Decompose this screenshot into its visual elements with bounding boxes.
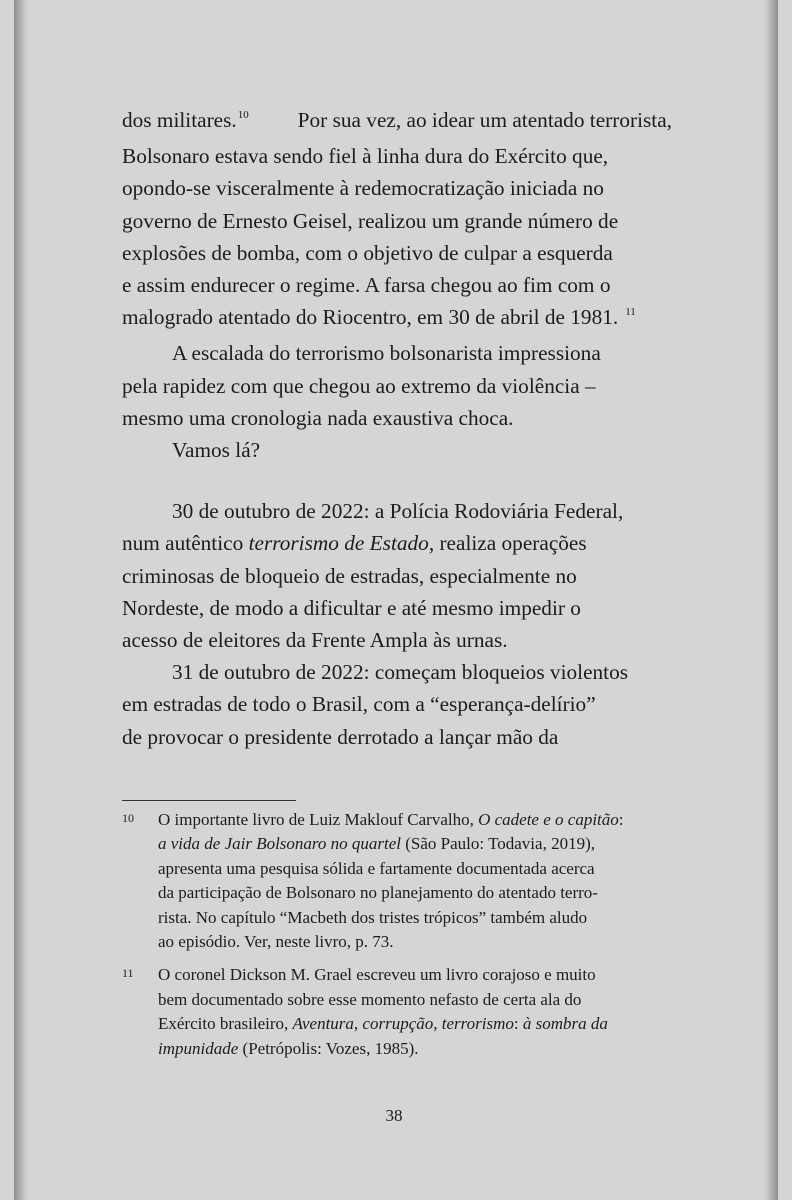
footnote-line: apresenta uma pesquisa sólida e fartamente documentada acerca bbox=[158, 858, 595, 878]
text-line: 31 de outubro de 2022: começam bloqueios violentos bbox=[172, 660, 629, 685]
text-line: explosões de bomba, com o objetivo de culpar a esquerda bbox=[122, 240, 613, 265]
text-line: e assim endurecer o regime. A farsa chegou ao fim com o bbox=[122, 273, 611, 298]
footnote-line: a vida de Jair Bolsonaro no quartel (São Paulo: Todavia, 2019), bbox=[158, 834, 595, 854]
text-line: mesmo uma cronologia nada exaustiva choca. bbox=[122, 405, 514, 430]
emphasis: O cadete e o capitão bbox=[478, 810, 619, 829]
emphasis: a vida de Jair Bolsonaro no quartel bbox=[158, 834, 402, 854]
emphasis: corrupção bbox=[362, 1014, 434, 1034]
footnote-ref-10[interactable]: 10 bbox=[237, 109, 249, 121]
text-line: dos militares.$^{10}$ Por sua vez, ao idear um atentado terrorista, bbox=[122, 108, 672, 132]
footnote-line: ao episódio. Ver, neste livro, p. 73. bbox=[158, 932, 394, 952]
footnote-line: da participação de Bolsonaro no planejamento do atentado terro- bbox=[158, 883, 598, 903]
emphasis: terrorismo de Estado bbox=[248, 531, 429, 556]
text-line: de provocar o presidente derrotado a lançar mão da bbox=[122, 724, 559, 749]
page-number: 38 bbox=[385, 1106, 403, 1125]
text-line: 30 de outubro de 2022: a Polícia Rodoviária Federal, bbox=[172, 499, 624, 524]
footnote-number: 11 bbox=[122, 966, 134, 981]
text-line: A escalada do terrorismo bolsonarista impressiona bbox=[172, 341, 601, 366]
footnote-ref-11[interactable]: 11 bbox=[625, 306, 636, 319]
footnote-11 bbox=[122, 963, 672, 1061]
text-line: opondo-se visceralmente à redemocratização iniciada no bbox=[122, 176, 604, 201]
page-left-edge bbox=[14, 0, 28, 1200]
footnotes bbox=[122, 808, 672, 1061]
page-right-edge bbox=[764, 0, 778, 1200]
book-page bbox=[14, 0, 778, 1200]
emphasis: à sombra da bbox=[522, 1014, 608, 1034]
section-gap bbox=[122, 466, 672, 495]
footnote-line: impunidade (Petrópolis: Vozes, 1985). bbox=[158, 1038, 419, 1058]
footnote-line: rista. No capítulo “Macbeth dos tristes trópicos” também aludo bbox=[158, 907, 588, 927]
footnote-number: 10 bbox=[122, 811, 134, 825]
footnote-separator bbox=[122, 800, 296, 801]
text-line: num autêntico terrorismo de Estado, realiza operações bbox=[122, 531, 587, 556]
main-text bbox=[122, 104, 672, 753]
footnote-10 bbox=[122, 808, 672, 954]
text-line: Vamos lá? bbox=[172, 438, 261, 463]
text-line: governo de Ernesto Geisel, realizou um grande número de bbox=[122, 208, 619, 233]
emphasis: impunidade bbox=[158, 1038, 239, 1058]
footnote-line: O coronel Dickson M. Grael escreveu um livro corajoso e muito bbox=[158, 965, 596, 985]
emphasis: Aventura bbox=[292, 1014, 354, 1034]
text-line: acesso de eleitores da Frente Ampla às urnas. bbox=[122, 628, 508, 653]
emphasis: terrorismo bbox=[441, 1014, 514, 1034]
text-line: Nordeste, de modo a dificultar e até mesmo impedir o bbox=[122, 595, 581, 620]
footnote-line: O importante livro de Luiz Maklouf Carvalho, O cadete e o capitão: bbox=[158, 810, 624, 829]
text-line: em estradas de todo o Brasil, com a “esperança-delírio” bbox=[122, 692, 596, 717]
footnote-line: bem documentado sobre esse momento nefasto de certa ala do bbox=[158, 989, 582, 1009]
footnote-line: Exército brasileiro, Aventura, corrupção, terrorismo: à sombra da bbox=[158, 1014, 608, 1034]
text-line: Bolsonaro estava sendo fiel à linha dura do Exército que, bbox=[122, 144, 609, 169]
text-line: pela rapidez com que chegou ao extremo da violência – bbox=[122, 373, 596, 398]
text-line: criminosas de bloqueio de estradas, especialmente no bbox=[122, 563, 577, 588]
text-line: malogrado atentado do Riocentro, em 30 de abril de 1981. $^{11}$ bbox=[122, 305, 636, 330]
